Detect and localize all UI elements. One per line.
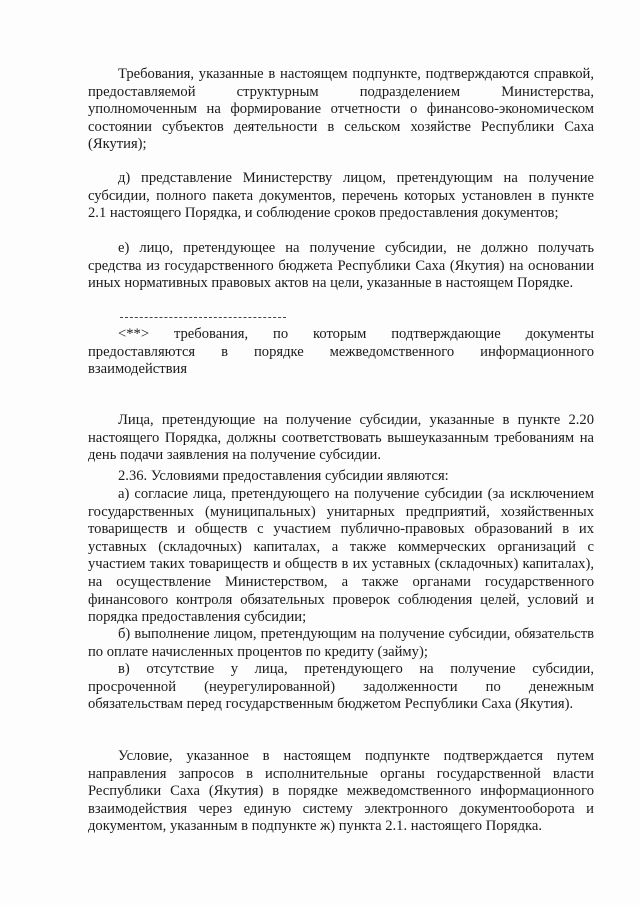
subitem-d-paragraph: д) представление Министерству лицом, претендующим на получение субсидии, полного пакета документов, перечень которых установлен в пункте 2.1 настоящего Порядка, и соблюдение сроков предоставления документов; <box>88 170 594 222</box>
footnote-paragraph: <**> требования, по которым подтверждающие документы предоставляются в порядке межведомственного информационного взаимодействия <box>88 326 594 378</box>
subitem-v-paragraph: в) отсутствие у лица, претендующего на получение субсидии, просроченной (неурегулированной) задолженности по денежным обязательствам перед государственным бюджетом Республики Саха (Якутия). <box>88 661 594 713</box>
subitem-b-paragraph: б) выполнение лицом, претендующим на получение субсидии, обязательств по оплате начисленных процентов по кредиту (займу); <box>88 626 594 660</box>
condition-paragraph: Условие, указанное в настоящем подпункте подтверждается путем направления запросов в исполнительные органы государственной власти Республики Саха (Якутия) в порядке межведомственного информационного взаимодействия через единую систему электронного документооборота и документом, указанным в подпункте ж) пункта 2.1. настоящего Порядка. <box>88 748 594 835</box>
footnote-divider <box>120 317 286 318</box>
applicants-paragraph: Лица, претендующие на получение субсидии, указанные в пункте 2.20 настоящего Порядка, должны соответствовать вышеуказанным требованиям на день подачи заявления на получение субсидии. <box>88 412 594 464</box>
subitem-a-paragraph: а) согласие лица, претендующего на получение субсидии (за исключением государственных (муниципальных) унитарных предприятий, хозяйственных товариществ и обществ с участием публично-правовых образований в их уставных (складочных) капиталах, а также коммерческих организаций с участием таких товариществ и обществ в их уставных (складочных) капиталах), на осуществление Министерством, а также органами государственного финансового контроля обязательных проверок соблюдения целей, условий и порядка предоставления субсидии; <box>88 486 594 626</box>
subitem-e-paragraph: е) лицо, претендующее на получение субсидии, не должно получать средства из государственного бюджета Республики Саха (Якутия) на основании иных нормативных правовых актов на цели, указанные в настоящем Порядке. <box>88 240 594 292</box>
requirements-note-paragraph: Требования, указанные в настоящем подпункте, подтверждаются справкой, предоставляемой структурным подразделением Министерства, уполномоченным на формирование отчетности о финансово-экономическом состоянии субъектов деятельности в сельском хозяйстве Республики Саха (Якутия); <box>88 66 594 153</box>
section-236-heading: 2.36. Условиями предоставления субсидии являются: <box>118 468 449 484</box>
